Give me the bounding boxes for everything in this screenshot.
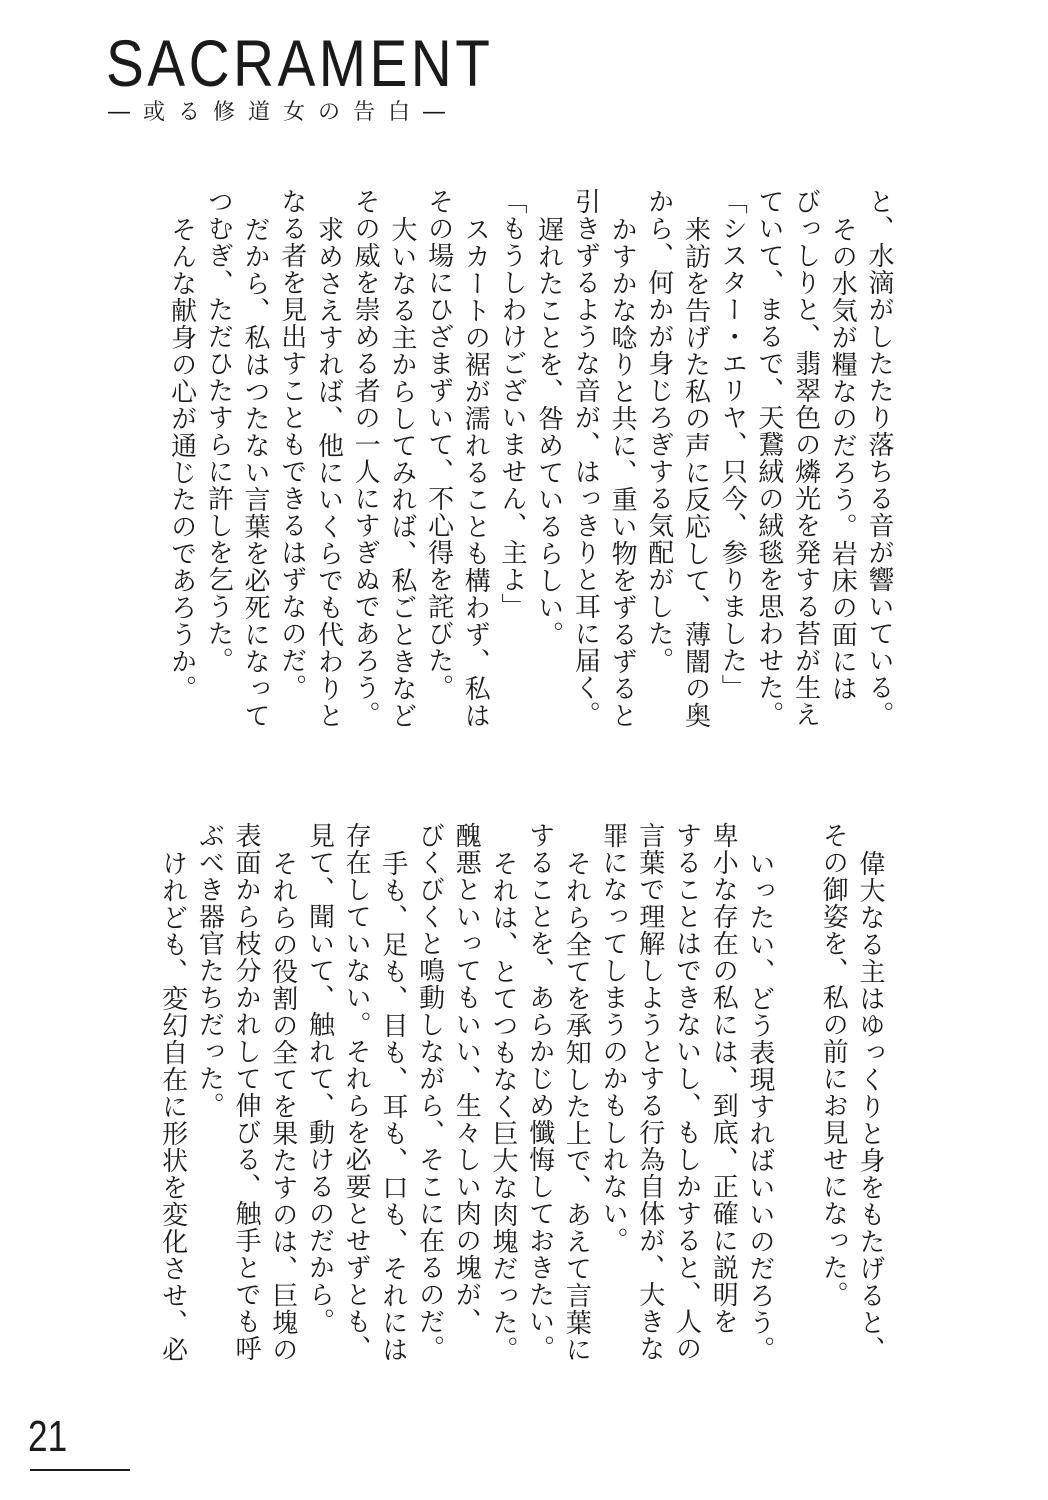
body-text-top [163,188,897,728]
text-line: びくびくと鳴動しながら、そこに在るのだ。 [414,822,445,1362]
text-line: それら全てを承知した上で、あえて言葉に [561,850,592,1363]
text-line: かすかな唸りと共に、重い物をずるずると [607,216,638,729]
text-line: 存在していない。それらを必要とせずとも、 [341,822,372,1362]
text-line: 引きずるような音が、はっきりと耳に届く。 [570,188,601,728]
text-line: 手も、足も、目も、耳も、口も、それには [377,850,408,1363]
text-line: けれども、変幻自在に形状を変化させ、必 [157,850,188,1363]
page-title: SACRAMENT [106,26,494,100]
text-line [778,822,815,1402]
text-line: それらの役割の全てを果たすのは、巨塊の [267,850,298,1363]
text-line: 来訪を告げた私の声に反応して、薄闇の奥 [680,216,711,729]
text-line: 言葉で理解しようとする行為自体が、大きな [634,822,665,1362]
text-line: スカートの裾が濡れることも構わず、私は [460,216,491,729]
page-subtitle: ―或る修道女の告白― [108,100,459,125]
text-line: 醜悪といってもいい、生々しい肉の塊が、 [451,822,482,1335]
page-number-underline [30,1469,130,1471]
text-line: それは、とてつもなく巨大な肉塊だった。 [487,850,518,1363]
text-line: だから、私はつたない言葉を必死になって [240,216,271,729]
text-line: 求めさえすれば、他にいくらでも代わりと [313,216,344,729]
text-line: 「シスター・エリヤ、只今、参りました」 [717,188,748,701]
text-line: 卑小な存在の私には、到底、正確に説明を [708,822,739,1335]
text-line: その水気が糧なのだろう。岩床の面には [827,216,858,702]
text-line: と、水滴がしたたり落ちる音が響いている。 [864,188,894,728]
text-line: から、何かが身じろぎする気配がした。 [643,188,674,674]
text-line: その場にひざまずいて、不心得を詫びた。 [423,188,454,701]
text-line: 大いなる主からしてみれば、私ごときなど [386,216,417,729]
text-line: 見て、聞いて、触れて、動けるのだから。 [304,822,335,1335]
body-text-bottom [154,822,888,1402]
text-line: その威を崇める者の一人にすぎぬであろう。 [350,188,381,728]
text-line: 罪になってしまうのかもしれない。 [598,822,629,1254]
text-line: 「もうしわけございません、主よ」 [496,188,527,620]
page-number: 21 [28,1412,68,1461]
text-line: 遅れたことを、咎めているらしい。 [533,216,564,648]
text-line: することを、あらかじめ懺悔しておきたい。 [524,822,555,1362]
text-line: ていて、まるで、天鵞絨の絨毯を思わせた。 [753,188,784,728]
text-line: 偉大なる主はゆっくりと身をもたげると、 [855,850,885,1363]
text-line: そんな献身の心が通じたのであろうか。 [166,216,197,702]
text-line: その御姿を、私の前にお見せになった。 [818,822,849,1308]
text-line: つむぎ、ただひたすらに許しを乞うた。 [203,188,234,674]
text-line: することはできないし、もしかすると、人の [671,822,702,1362]
text-line: なる者を見出すこともできるはずなのだ。 [276,188,307,701]
text-line: びっしりと、翡翠色の燐光を発する苔が生え [790,188,821,728]
text-line: 表面から枝分かれして伸びる、触手とでも呼 [231,822,262,1362]
text-line: いったい、どう表現すればいいのだろう。 [744,850,775,1363]
text-line: ぶべき器官たちだった。 [194,822,225,1119]
